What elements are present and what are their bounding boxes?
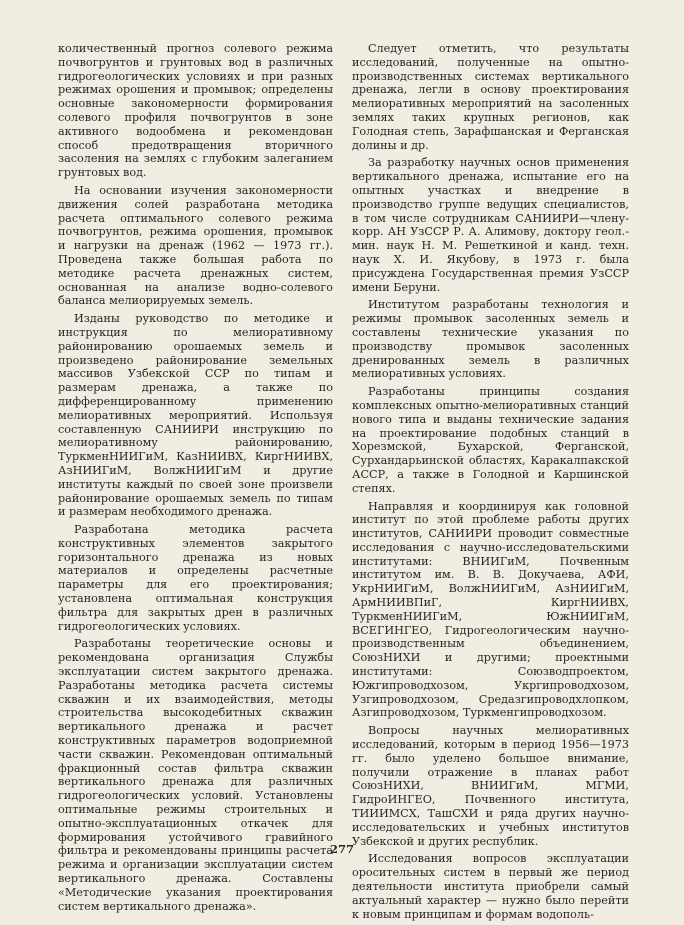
paragraph: Институтом разработаны технология и режимы промывок засоленных земель и составлены технические указания по производству промывок засоленных дренированных земель в различных мелиоративных условиях. (352, 298, 629, 381)
right-column (352, 42, 629, 925)
paragraph: За разработку научных основ применения вертикального дренажа, испытание его на опытных участках и внедрение в производство группе ведущих специалистов, в том числе сотрудникам САНИИРИ—члену-корр. АН УзССР Р. А. Алимову, доктору геол.-мин. наук Н. М. Решеткиной и канд. техн. наук Х. И. Якубову, в 1973 г. была присуждена Государственная премия УзССР имени Беруни. (352, 156, 629, 294)
paragraph: Направляя и координируя как головной институт по этой проблеме работы других институтов, САНИИРИ проводит совместные исследования с научно-исследовательскими институтами: ВНИИГиМ, Почвенным институтом им. В. В. Докучаева, АФИ, УкрНИИГиМ, ВолжНИИГиМ, АзНИИГиМ, АрмНИИВПиГ, КиргНИИВХ, ТуркменНИИГиМ, ЮжНИИГиМ, ВСЕГИНГЕО, Гидрогеологическим научно-производственным объединением, СоюзНИХИ и другими; проектными институтами: Союзводпроектом, Южгипроводхозом, Укргипроводхозом, Узгипроводхозом, Средазгипроводхлопком, Азгипроводхозом, Туркменгипроводхозом. (352, 499, 629, 720)
paragraph: Вопросы научных мелиоративных исследований, которым в период 1956—1973 гг. было уделено большое внимание, получили отражение в планах работ СоюзНИХИ, ВНИИГиМ, МГМИ, ГидроИНГЕО, Почвенного института, ТИИИМСХ, ТашСХИ и ряда других научно-исследовательских и учебных институтов Узбекской и других республик. (352, 724, 629, 848)
paragraph: Разработаны принципы создания комплексных опытно-мелиоративных станций нового типа и выданы технические задания на проектирование подобных станций в Хорезмской, Бухарской, Ферганской, Сурхандарьинской областях, Каракалпакской АССР, а также в Голодной и Каршинской степях. (352, 385, 629, 495)
paragraph: Изданы руководство по методике и инструкция по мелиоративному районированию орошаемых земель и произведено районирование земельных массивов Узбекской ССР по типам и размерам дренажа, а также по дифференцированному применению мелиоративных мероприятий. Используя составленную САНИИРИ инструкцию по мелиоративному районированию, ТуркменНИИГиМ, КазНИИВХ, КиргНИИВХ, АзНИИГиМ, ВолжНИИГиМ и другие институты каждый по своей зоне произвели районирование орошаемых земель по типам и размерам необходимого дренажа. (58, 312, 333, 519)
left-column (58, 42, 333, 917)
paragraph: Следует отметить, что результаты исследований, полученные на опытно-производственных системах вертикального дренажа, легли в основу проектирования мелиоративных мероприятий на засоленных землях таких крупных регионов, как Голодная степь, Зарафшанская и Ферганская долины и др. (352, 42, 629, 152)
paragraph: Разработана методика расчета конструктивных элементов закрытого горизонтального дренажа из новых материалов и определены расчетные параметры для его проектирования; установлена оптимальная конструкция фильтра для закрытых дрен в различных гидрогеологических условиях. (58, 523, 333, 633)
paragraph: Исследования вопросов эксплуатации оросительных систем в первый же период деятельности института приобрели самый актуальный характер — нужно было перейти к новым принципам и формам водополь- (352, 852, 629, 921)
paragraph: количественный прогноз солевого режима почвогрунтов и грунтовых вод в различных гидрогеологических условиях и при разных режимах орошения и промывок; определены основные закономерности формирования солевого профиля почвогрунтов в зоне активного водообмена и рекомендован способ предотвращения вторичного засоления на землях с глубоким залеганием грунтовых вод. (58, 42, 333, 180)
paragraph: Разработаны теоретические основы и рекомендована организация Службы эксплуатации систем закрытого дренажа. Разработаны методика расчета системы скважин и их взаимодействия, методы строительства высокодебитных скважин вертикального дренажа и расчет конструктивных параметров водоприемной части скважин. Рекомендован оптимальный фракционный состав фильтра скважин вертикального дренажа для различных гидрогеологических условий. Установлены оптимальные режимы строительных и опытно-эксплуатационных откачек для формирования устойчивого гравийного фильтра и рекомендованы принципы расчета режима и организации эксплуатации систем вертикального дренажа. Составлены «Методические указания проектирования систем вертикального дренажа». (58, 637, 333, 913)
paragraph: На основании изучения закономерности движения солей разработана методика расчета оптимального солевого режима почвогрунтов, режима орошения, промывок и нагрузки на дренаж (1962 — 1973 гг.). Проведена также большая работа по методике расчета дренажных систем, основанная на анализе водно-солевого баланса мелиорируемых земель. (58, 183, 333, 308)
page-number: 277 (329, 842, 354, 856)
